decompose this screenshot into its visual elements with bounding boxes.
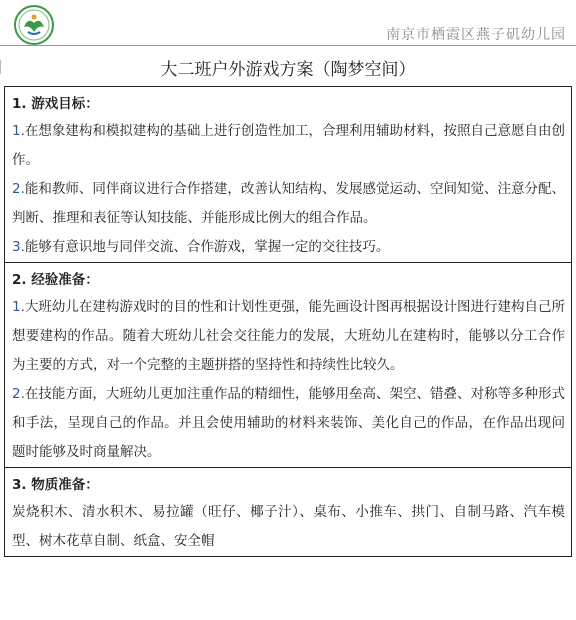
paragraph-text: 在想象建构和模拟建构的基础上进行创造性加工，合理利用辅助材料，按照自己意愿自由创作。: [12, 123, 565, 168]
section-title: 3. 物质准备：: [12, 477, 99, 493]
section-goals: [5, 87, 571, 262]
paragraph: [5, 233, 571, 262]
paragraph-text: 在技能方面，大班幼儿更加注重作品的精细性，能够用垒高、架空、错叠、对称等多种形式和手法，呈现自己的作品。并且会使用辅助的材料来装饰、美化自己的作品，在作品出现问题时能够及时商量解决。: [12, 386, 565, 460]
paragraph-number: 1.: [12, 123, 25, 139]
school-name: 南京市栖霞区燕子矶幼儿园: [386, 27, 566, 43]
section-title: 1. 游戏目标：: [12, 96, 99, 112]
section-title: 2. 经验准备：: [12, 272, 99, 288]
plan-table: [4, 86, 572, 557]
document-title: 大二班户外游戏方案（陶梦空间）: [160, 60, 416, 80]
paragraph: [5, 117, 571, 175]
paragraph-number: 1.: [12, 299, 25, 315]
paragraph-text: 能和教师、同伴商议进行合作搭建，改善认知结构、发展感觉运动、空间知觉、注意分配、判断、推理和表征等认知技能、并能形成比例大的组合作品。: [12, 181, 565, 226]
paragraph: [5, 175, 571, 233]
paragraph-number: 2.: [12, 386, 25, 402]
section-experience: [5, 262, 571, 467]
section-materials: [5, 467, 571, 556]
kindergarten-logo-icon: [14, 5, 54, 45]
paragraph-number: 2.: [12, 181, 25, 197]
header-divider: [0, 45, 576, 46]
paragraph-number: 3.: [12, 239, 25, 255]
paragraph: [5, 380, 571, 467]
page-header: [0, 0, 576, 48]
paragraph: [5, 498, 571, 556]
paragraph-text: 大班幼儿在建构游戏时的目的性和计划性更强，能先画设计图再根据设计图进行建构自己所想要建构的作品。随着大班幼儿社会交往能力的发展，大班幼儿在建构时，能够以分工合作为主要的方式，对一个完整的主题拼搭的坚持性和持续性比较久。: [12, 299, 565, 373]
paragraph-text: 炭烧积木、清水积木、易拉罐（旺仔、椰子汁）、桌布、小推车、拱门、自制马路、汽车模型、树木花草自制、纸盒、安全帽: [12, 504, 565, 549]
paragraph-text: 能够有意识地与同伴交流、合作游戏，掌握一定的交往技巧。: [24, 239, 390, 255]
paragraph: [5, 293, 571, 380]
